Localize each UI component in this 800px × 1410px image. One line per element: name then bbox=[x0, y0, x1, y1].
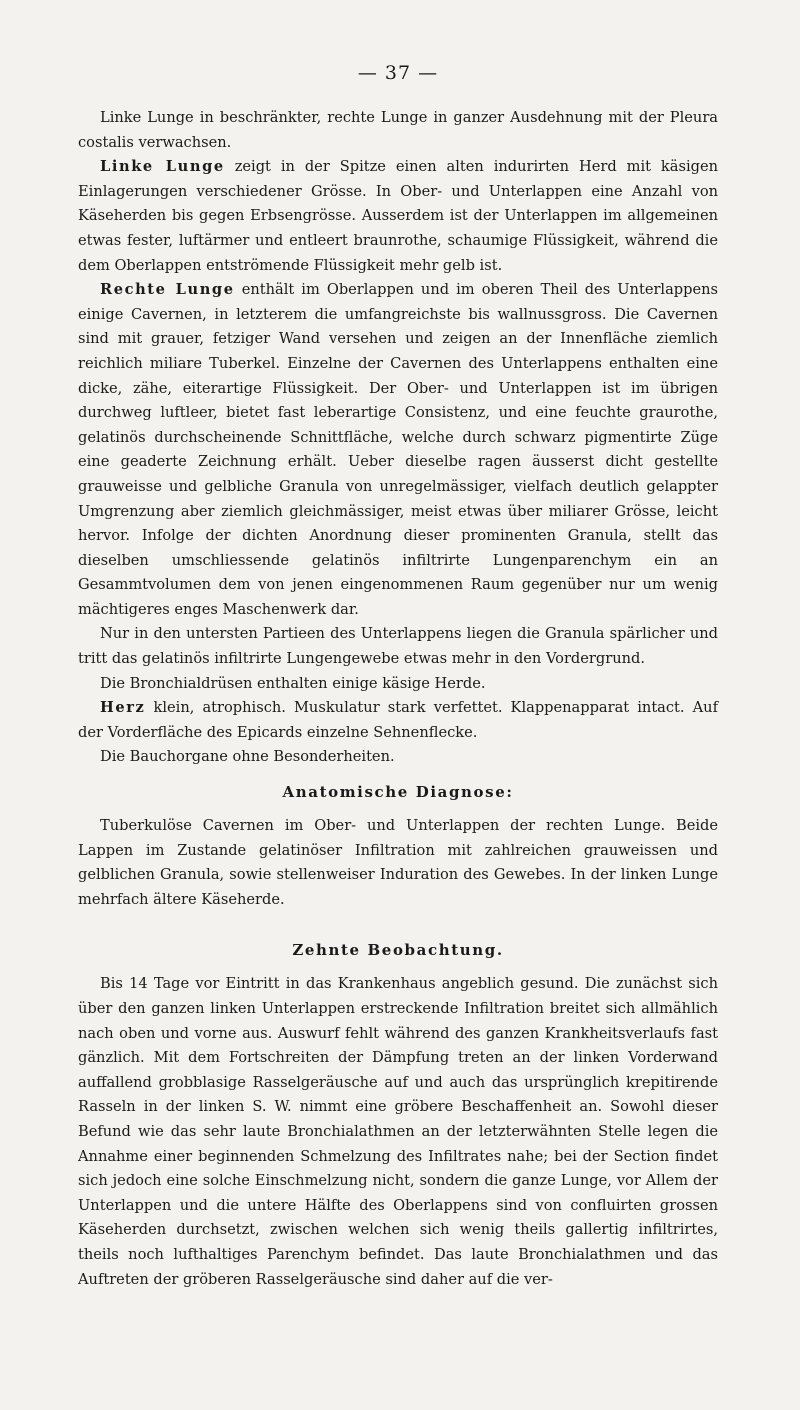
paragraph-text: klein, atrophisch. Muskulatur stark verfettet. Klappenapparat intact. Auf der Vorderfläche des Epicards einzelne Sehnenflecke. bbox=[78, 699, 718, 741]
paragraph-lead: Herz bbox=[100, 699, 146, 717]
paragraph-text: enthält im Oberlappen und im oberen Theil des Unterlappens einige Cavernen, in letzterem die umfangreichste bis wallnussgross. Die Cavernen sind mit grauer, fetziger Wand versehen und zeigen an der Innenfläche ziemlich reichlich miliare Tuberkel. Einzelne der Cavernen des Unterlappens enthalten eine dicke, zähe, eiterartige Flüssigkeit. Der Ober- und Unterlappen ist im übrigen durchweg luftleer, bietet fast leberartige Consistenz, und eine feuchte graurothe, gelatinös durchscheinende Schnittfläche, welche durch schwarz pigmentirte Züge eine geaderte Zeichnung erhält. Ueber dieselbe ragen äusserst dicht gestellte grauweisse und gelbliche Granula von unregelmässiger, vielfach deutlich gelappter Umgrenzung aber ziemlich gleichmässiger, meist etwas über miliarer Grösse, leicht hervor. Infolge der dichten Anordnung dieser prominenten Granula, stellt das dieselben umschliessende gelatinös infiltrirte Lungenparenchym ein an Gesammtvolumen dem von jenen eingenommenen Raum gegenüber nur um wenig mächtigeres enges Maschenwerk dar. bbox=[78, 281, 719, 618]
paragraph-bronchial-glands bbox=[78, 672, 718, 697]
paragraph-abdomen bbox=[78, 745, 718, 770]
paragraph-text: Die Bauchorgane ohne Besonderheiten. bbox=[100, 748, 395, 766]
observation-heading: Zehnte Beobachtung. bbox=[292, 941, 504, 960]
paragraph-lead: Rechte Lunge bbox=[100, 281, 235, 299]
diagnosis-text: Tuberkulöse Cavernen im Ober- und Unterlappen der rechten Lunge. Beide Lappen im Zustande gelatinöser Infiltration mit zahlreichen grauweissen und gelblichen Granula, sowie stellenweiser Induration des Gewebes. In der linken Lunge mehrfach ältere Käseherde. bbox=[78, 817, 718, 908]
paragraph-pleura bbox=[78, 106, 718, 155]
diagnosis-heading: Anatomische Diagnose: bbox=[282, 783, 514, 802]
paragraph-lower-lobe bbox=[78, 622, 718, 671]
document-page bbox=[78, 62, 718, 1292]
paragraph-lead: Linke Lunge bbox=[100, 158, 225, 176]
paragraph-text: Linke Lunge in beschränkter, rechte Lunge in ganzer Ausdehnung mit der Pleura costalis verwachsen. bbox=[78, 109, 718, 151]
paragraph-right-lung bbox=[78, 278, 718, 622]
page-number: — 37 — bbox=[357, 62, 439, 84]
paragraph-heart bbox=[78, 696, 718, 745]
paragraph-text: zeigt in der Spitze einen alten indurirten Herd mit käsigen Einlagerungen verschiedener Grösse. In Ober- und Unterlappen eine Anzahl von Käseherden bis gegen Erbsengrösse. Ausserdem ist der Unterlappen im allgemeinen etwas fester, luftärmer und entleert braunrothe, schaumige Flüssigkeit, während die dem Oberlappen entströmende Flüssigkeit mehr gelb ist. bbox=[78, 158, 718, 274]
paragraph-text: Nur in den untersten Partieen des Unterlappens liegen die Granula spärlicher und tritt das gelatinös infiltrirte Lungengewebe etwas mehr in den Vordergrund. bbox=[78, 625, 718, 668]
paragraph-left-lung bbox=[78, 155, 718, 278]
observation-text: Bis 14 Tage vor Eintritt in das Krankenhaus angeblich gesund. Die zunächst sich über den ganzen linken Unterlappen erstreckende Infiltration breitet sich allmählich nach oben und vorne aus. Auswurf fehlt während des ganzen Krankheitsverlaufs fast gänzlich. Mit dem Fortschreiten der Dämpfung treten an der linken Vorderwand auffallend grobblasige Rasselgeräusche auf und auch das ursprünglich krepitirende Rasseln in der linken S. W. nimmt eine gröbere Beschaffenheit an. Sowohl dieser Befund wie das sehr laute Bronchialathmen an der letzterwähnten Stelle legen die Annahme einer beginnenden Schmelzung des Infiltrates nahe; bei der Section findet sich jedoch eine solche Einschmelzung nicht, sondern die ganze Lunge, vor Allem der Unterlappen und die untere Hälfte des Oberlappens sind von confluirten grossen Käseherden durchsetzt, zwischen welchen sich wenig theils gallertig infiltrirtes, theils noch lufthaltiges Parenchym befindet. Das laute Bronchialathmen und das Auftreten der gröberen Rasselgeräusche sind daher auf die ver- bbox=[78, 975, 718, 1288]
paragraph-text: Die Bronchialdrüsen enthalten einige käsige Herde. bbox=[100, 674, 486, 692]
